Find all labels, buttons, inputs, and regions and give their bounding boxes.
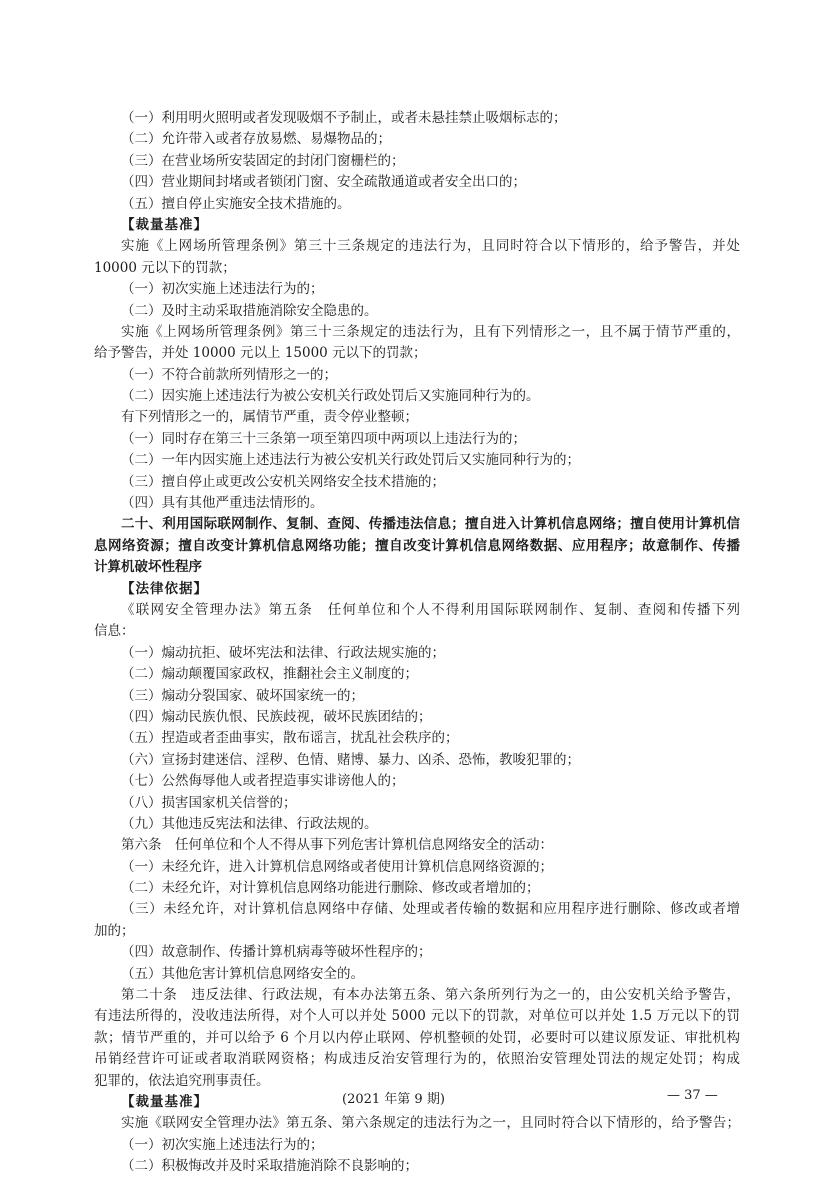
text-line: 《联网安全管理办法》第五条 任何单位和个人不得利用国际联网制作、复制、查阅和传播下列 bbox=[121, 601, 740, 618]
text-line: （四）具有其他严重违法情形的。 bbox=[121, 495, 324, 512]
text-line: （一）煽动抗拒、破坏宪法和法律、行政法规实施的； bbox=[121, 644, 445, 661]
text-line: 【裁量基准】 bbox=[121, 1093, 208, 1110]
text-line: （二）及时主动采取措施消除安全隐患的。 bbox=[121, 302, 378, 319]
text-line: 【裁量基准】 bbox=[121, 216, 208, 233]
text-line: 款；情节严重的，并可以给予 6 个月以内停止联网、停机整顿的处罚，必要时可以建议原发证、审批机构 bbox=[94, 1029, 740, 1046]
text-line: 实施《上网场所管理条例》第三十三条规定的违法行为，且有下列情形之一，且不属于情节严重的， bbox=[121, 323, 740, 340]
text-line: （六）宣扬封建迷信、淫秽、色情、赌博、暴力、凶杀、恐怖，教唆犯罪的； bbox=[121, 751, 580, 768]
text-line: （四）营业期间封堵或者锁闭门窗、安全疏散通道或者安全出口的； bbox=[121, 174, 526, 191]
text-line: （三）未经允许，对计算机信息网络中存储、处理或者传输的数据和应用程序进行删除、修改或者增 bbox=[121, 901, 740, 918]
text-line: （一）同时存在第三十三条第一项至第四项中两项以上违法行为的； bbox=[121, 430, 526, 447]
text-line: （五）其他危害计算机信息网络安全的。 bbox=[121, 965, 364, 982]
text-line: 第二十条 违反法律、行政法规，有本办法第五条、第六条所列行为之一的，由公安机关给予警告， bbox=[121, 987, 740, 1004]
text-line: （一）初次实施上述违法行为的； bbox=[121, 1136, 324, 1153]
text-line: （四）煽动民族仇恨、民族歧视，破坏民族团结的； bbox=[121, 708, 432, 725]
text-line: 【法律依据】 bbox=[121, 580, 208, 597]
text-line: 实施《上网场所管理条例》第三十三条规定的违法行为，且同时符合以下情形的，给予警告，并处 bbox=[121, 238, 740, 255]
text-line: 实施《联网安全管理办法》第五条、第六条规定的违法行为之一，且同时符合以下情形的，给予警告； bbox=[121, 1115, 740, 1132]
text-line: （二）允许带入或者存放易燃、易爆物品的； bbox=[121, 131, 391, 148]
text-line: 10000 元以下的罚款； bbox=[94, 259, 236, 276]
text-line: 有下列情形之一的，属情节严重，责令停业整顿； bbox=[121, 409, 418, 426]
text-line: 计算机破坏性程序 bbox=[94, 559, 202, 576]
text-line: （七）公然侮辱他人或者捏造事实诽谤他人的； bbox=[121, 773, 405, 790]
text-line: 有违法所得的，没收违法所得，对个人可以并处 5000 元以下的罚款，对单位可以并处 1.5 万元以下的罚 bbox=[94, 1008, 740, 1025]
text-line: （八）损害国家机关信誉的； bbox=[121, 794, 297, 811]
text-line: （二）积极悔改并及时采取措施消除不良影响的； bbox=[121, 1158, 418, 1175]
text-line: 吊销经营许可证或者取消联网资格；构成违反治安管理行为的，依照治安管理处罚法的规定处罚；构成 bbox=[94, 1051, 740, 1068]
text-line: 信息： bbox=[94, 623, 135, 640]
text-line: 给予警告，并处 10000 元以上 15000 元以下的罚款； bbox=[94, 345, 427, 362]
page-number: — 37 — bbox=[667, 1088, 718, 1103]
text-line: （五）捏造或者歪曲事实，散布谣言，扰乱社会秩序的； bbox=[121, 730, 459, 747]
text-line: （二）未经允许，对计算机信息网络功能进行删除、修改或者增加的； bbox=[121, 880, 540, 897]
page-footer bbox=[0, 1088, 827, 1108]
text-line: （一）不符合前款所列情形之一的； bbox=[121, 366, 337, 383]
text-line: （三）擅自停止或更改公安机关网络安全技术措施的； bbox=[121, 473, 445, 490]
text-line: （三）煽动分裂国家、破坏国家统一的； bbox=[121, 687, 364, 704]
text-line: （一）利用明火照明或者发现吸烟不予制止，或者未悬挂禁止吸烟标志的； bbox=[121, 110, 567, 126]
text-line: （二）一年内因实施上述违法行为被公安机关行政处罚后又实施同种行为的； bbox=[121, 452, 580, 469]
text-line: （九）其他违反宪法和法律、行政法规的。 bbox=[121, 815, 378, 832]
text-line: （一）未经允许，进入计算机信息网络或者使用计算机信息网络资源的； bbox=[121, 858, 553, 875]
text-line: （三）在营业场所安装固定的封闭门窗栅栏的； bbox=[121, 152, 405, 169]
text-line: 息网络资源；擅自改变计算机信息网络功能；擅自改变计算机信息网络数据、应用程序；故意制作、传播 bbox=[94, 537, 740, 554]
document-body bbox=[94, 108, 740, 1178]
text-line: （二）因实施上述违法行为被公安机关行政处罚后又实施同种行为的。 bbox=[121, 388, 540, 405]
text-line: 第六条 任何单位和个人不得从事下列危害计算机信息网络安全的活动： bbox=[121, 837, 553, 854]
text-line: （二）煽动颠覆国家政权，推翻社会主义制度的； bbox=[121, 666, 418, 683]
text-line: （五）擅自停止实施安全技术措施的。 bbox=[121, 195, 351, 212]
text-line: 二十、利用国际联网制作、复制、查阅、传播违法信息；擅自进入计算机信息网络；擅自使用计算机信 bbox=[121, 516, 740, 533]
issue-label: (2021 年第 9 期) bbox=[342, 1092, 445, 1107]
text-line: （一）初次实施上述违法行为的； bbox=[121, 281, 324, 298]
text-line: 加的； bbox=[94, 922, 135, 939]
text-line: （四）故意制作、传播计算机病毒等破坏性程序的； bbox=[121, 944, 432, 961]
text-line: 犯罪的，依法追究刑事责任。 bbox=[94, 1072, 270, 1089]
